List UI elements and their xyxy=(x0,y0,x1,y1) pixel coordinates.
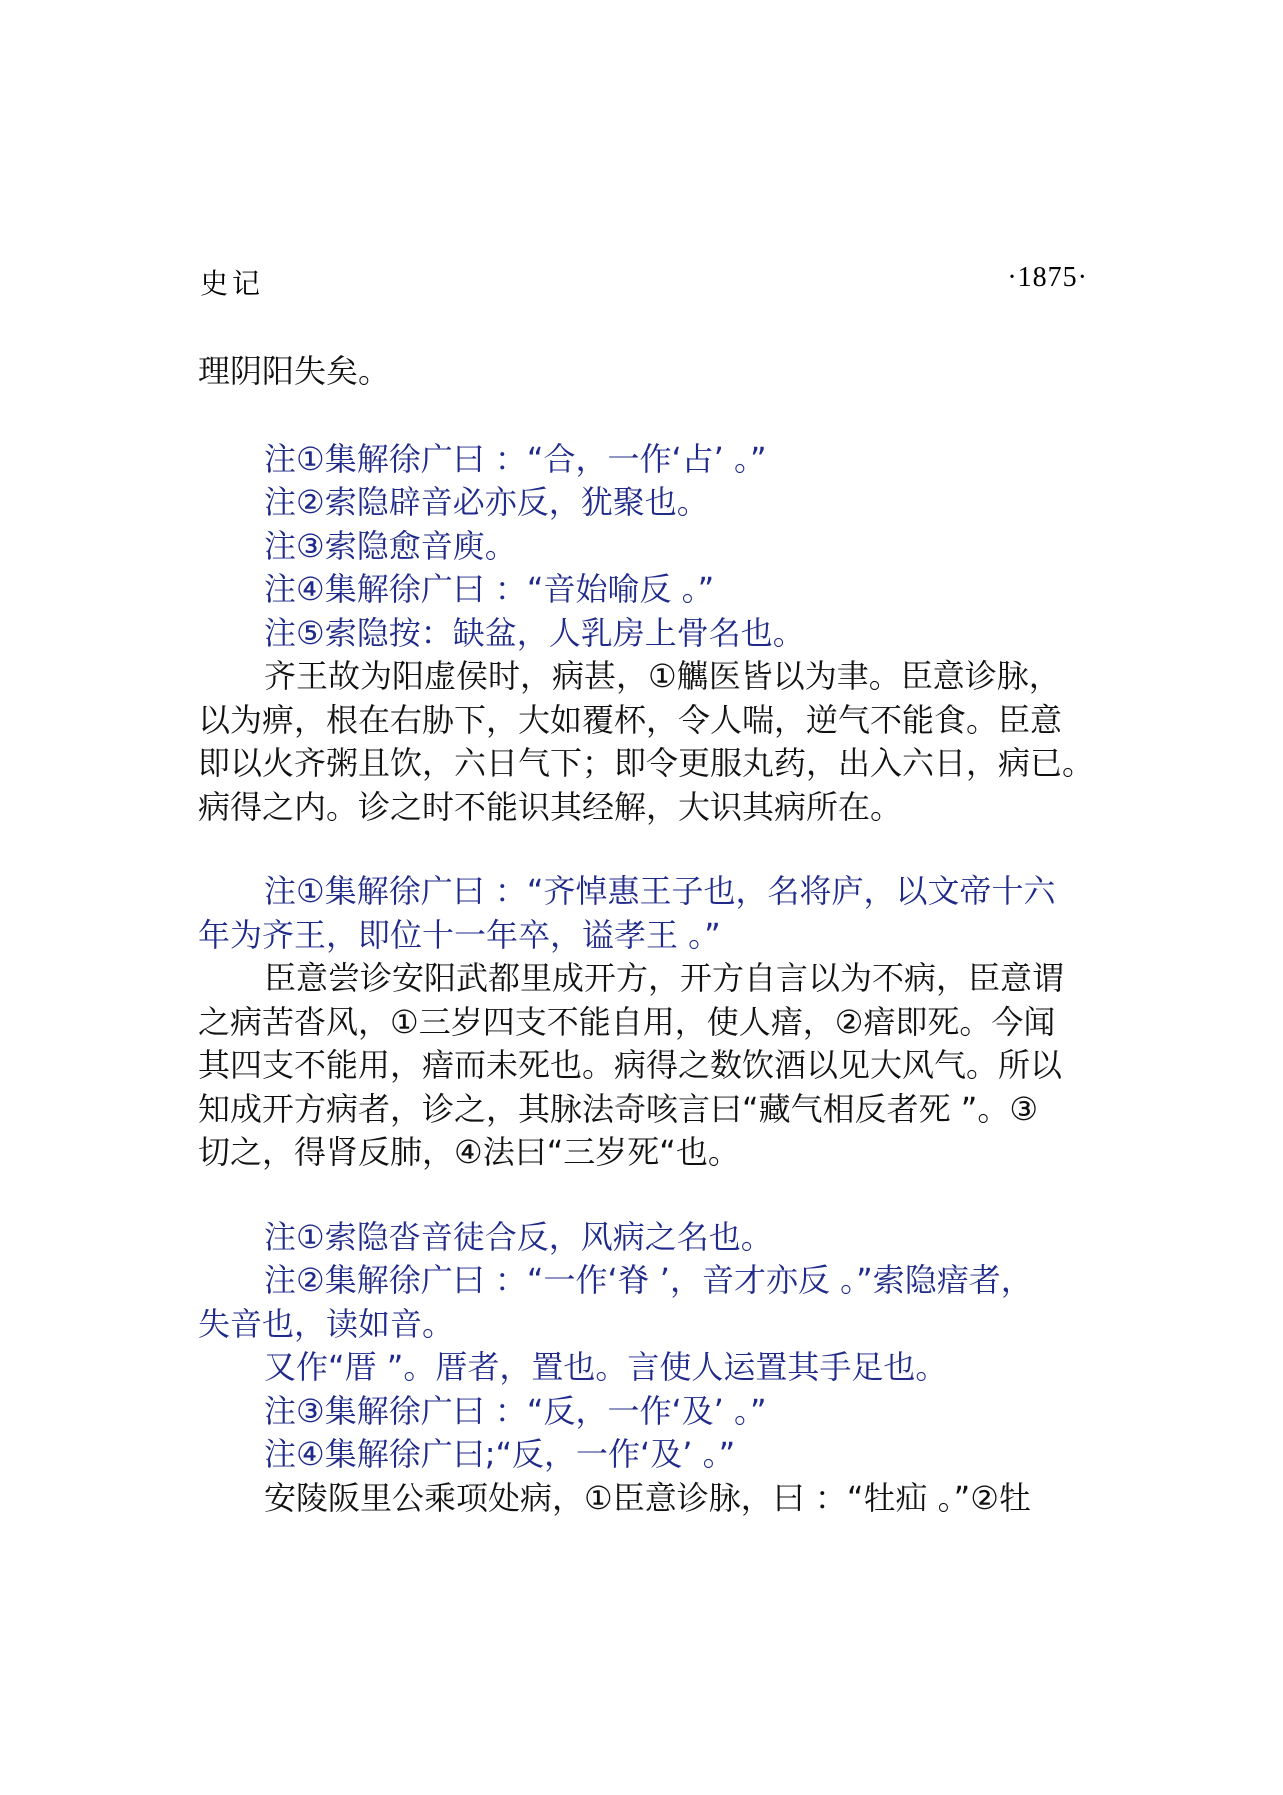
text-line: 臣意尝诊安阳武都里成开方，开方自言以为不病，臣意谓 xyxy=(264,959,1065,997)
text-line: 切之，得肾反肺，④法曰“三岁死“也。 xyxy=(198,1133,740,1171)
text-line: 病得之内。诊之时不能识其经解，大识其病所在。 xyxy=(198,787,903,826)
page-number: ·1875· xyxy=(1007,262,1088,293)
body-text xyxy=(198,350,1095,1520)
text-line: 即以火齐粥且饮，六日气下；即令更服丸药，出入六日，病已。 xyxy=(198,744,1095,782)
text-line: 安陵阪里公乘项处病，①臣意诊脉，曰 ：“牡疝 。”②牡 xyxy=(264,1478,1031,1517)
text-line: 齐王故为阳虚侯时，病甚，①觽医皆以为聿。臣意诊脉， xyxy=(264,657,1061,695)
text-line: 其四支不能用，瘖而未死也。病得之数饮酒以见大风气。所以 xyxy=(198,1046,1063,1084)
note-line: 注①索隐沓音徒合反，风病之名也。 xyxy=(264,1217,773,1256)
note-line: 注③集解徐广曰 ：“反，一作‘及’ 。” xyxy=(264,1391,767,1430)
text-line: 知成开方病者，诊之，其脉法奇咳言曰“藏气相反者死 ”。③ xyxy=(198,1089,1039,1128)
book-title: 史记 xyxy=(200,267,265,300)
note-line: 注④集解徐广曰 ：“音始喻反 。” xyxy=(264,570,715,608)
note-line: 注①集解徐广曰 ：“齐悼惠王子也，名将庐，以文帝十六 xyxy=(264,872,1056,910)
note-line: 注④集解徐广曰;“反，一作‘及’ 。” xyxy=(264,1435,736,1473)
text-line: 以为痹，根在右胁下，大如覆杯，令人喘，逆气不能食。臣意 xyxy=(198,700,1063,739)
note-line: 注③索隐愈音庾。 xyxy=(264,526,517,565)
note-line: 注②集解徐广曰 ：“一作‘脊 ’，音才亦反 。”索隐瘖者， xyxy=(264,1261,1033,1299)
note-line: 年为齐王，即位十一年卒，谥孝王 。” xyxy=(198,915,721,954)
note-line: 注②索隐辟音必亦反，犹聚也。 xyxy=(264,483,709,521)
note-line: 又作“厝 ”。厝者，置也。言使人运置其手足也。 xyxy=(264,1348,948,1386)
running-head xyxy=(200,262,1088,302)
text-line: 理阴阳失矣。 xyxy=(198,352,391,390)
note-line: 注①集解徐广曰 ：“合，一作‘占’ 。” xyxy=(264,439,767,478)
note-line: 注⑤索隐按：缺盆，人乳房上骨名也。 xyxy=(264,613,805,652)
note-line: 失音也，读如音。 xyxy=(198,1304,455,1343)
text-line: 之病苦沓风，①三岁四支不能自用，使人瘖，②瘖即死。今闻 xyxy=(198,1002,1056,1041)
